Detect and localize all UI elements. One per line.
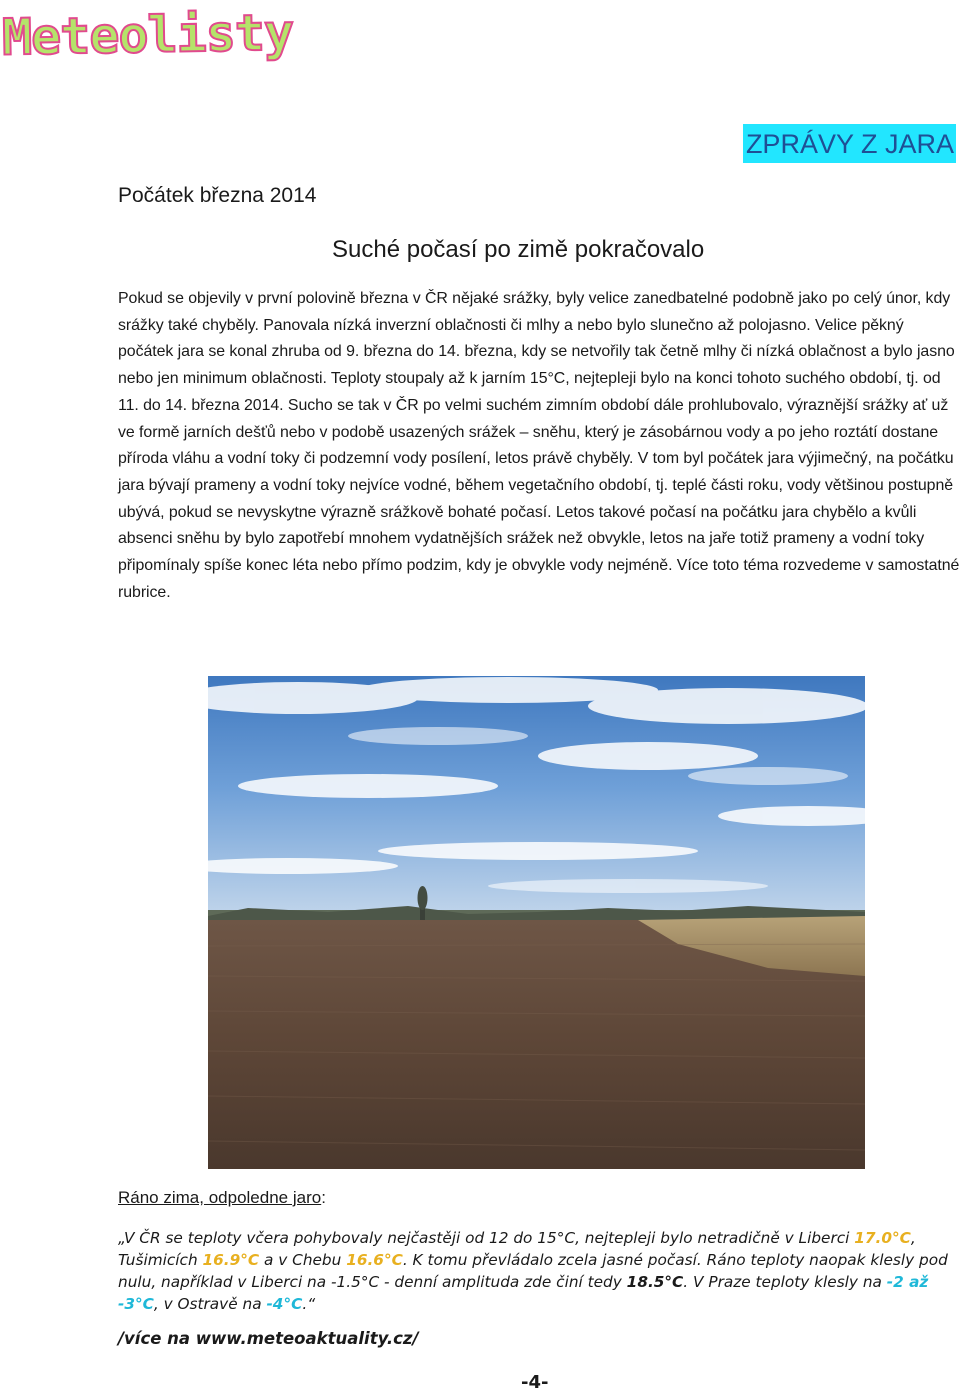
prague-min-temp: -2 až -3°C: [118, 1273, 929, 1313]
caption-heading-text: Ráno zima, odpoledne jaro: [118, 1188, 322, 1207]
quote-text: a v Chebu: [259, 1251, 347, 1269]
liberec-max-temp: 17.0°C: [854, 1229, 911, 1247]
quote-text: .“: [302, 1295, 316, 1313]
meteolisty-logo: Meteolisty: [1, 3, 294, 67]
liberec-amplitude: 18.5°C: [626, 1273, 684, 1291]
article-title: Suché počasí po zimě pokračovalo: [332, 236, 705, 263]
cheb-max-temp: 16.6°C: [346, 1251, 403, 1269]
page-number: -4-: [521, 1372, 549, 1393]
tusimice-max-temp: 16.9°C: [202, 1251, 260, 1269]
landscape-photo: [208, 676, 865, 1169]
quote-text: . K tomu převládalo zcela jasné počasí. Ráno teploty naopak klesly pod nulu, například v Liberci na -1.5°C - denní amplituda zde činí tedy: [118, 1251, 948, 1291]
ostrava-min-temp: -4°C: [266, 1295, 303, 1313]
section-title-banner: ZPRÁVY Z JARA: [743, 124, 956, 163]
caption-heading: [118, 1188, 326, 1208]
weather-quote: [118, 1227, 948, 1315]
source-link[interactable]: /více na www.meteoaktuality.cz/: [118, 1329, 419, 1348]
quote-text: . V Praze teploty klesly na: [683, 1273, 887, 1291]
article-date-heading: Počátek března 2014: [118, 184, 317, 207]
article-body: Pokud se objevily v první polovině března v ČR nějaké srážky, byly velice zanedbatelné podobně jako po celý únor, kdy srážky také chyběly. Panovala nízká inverzní oblačnosti či mlhy a nebo bylo slunečno až polojasno. Velice pěkný počátek jara se konal zhruba od 9. března do 14. března, kdy se netvořily tak četně mlhy či nízká oblačnost a bylo jasno nebo jen minimum oblačnosti. Teploty stoupaly až k jarním 15°C, nejtepleji bylo na konci tohoto suchého období, tj. od 11. do 14. března 2014. Sucho se tak v ČR po velmi suchém zimním období dále prohlubovalo, výraznější srážky ať už ve formě jarních dešťů nebo v podobě usazených srážek – sněhu, který je zásobárnou vody a po jeho roztátí dostane příroda vláhu a vodní toky či podzemní vody posílení, letos právě chyběly. V tom byl počátek jara výjimečný, na počátku jara bývají prameny a vodní toky nejvíce vodné, během vegetačního období, tj. teplé části roku, vody většinou postupně ubývá, pokud se nevyskytne výrazně srážkově bohaté počasí. Letos takové počasí na počátku jara chybělo a kvůli absenci sněhu by bylo zapotřebí mnohem vydatnějších srážek než obvykle, letos na jaře totiž prameny a vodní toky připomínaly spíše konec léta nebo přímo podzim, kdy je obvykle vody nejméně. Více toto téma rozvedeme v samostatné rubrice.: [118, 290, 960, 601]
quote-text: , v Ostravě na: [153, 1295, 267, 1313]
quote-text: „V ČR se teploty včera pohybovaly nejčastěji od 12 do 15°C, nejtepleji bylo netradičně v Liberci: [118, 1229, 855, 1247]
quote-text: , Tušimicích: [118, 1229, 916, 1269]
caption-heading-colon: :: [321, 1188, 326, 1207]
